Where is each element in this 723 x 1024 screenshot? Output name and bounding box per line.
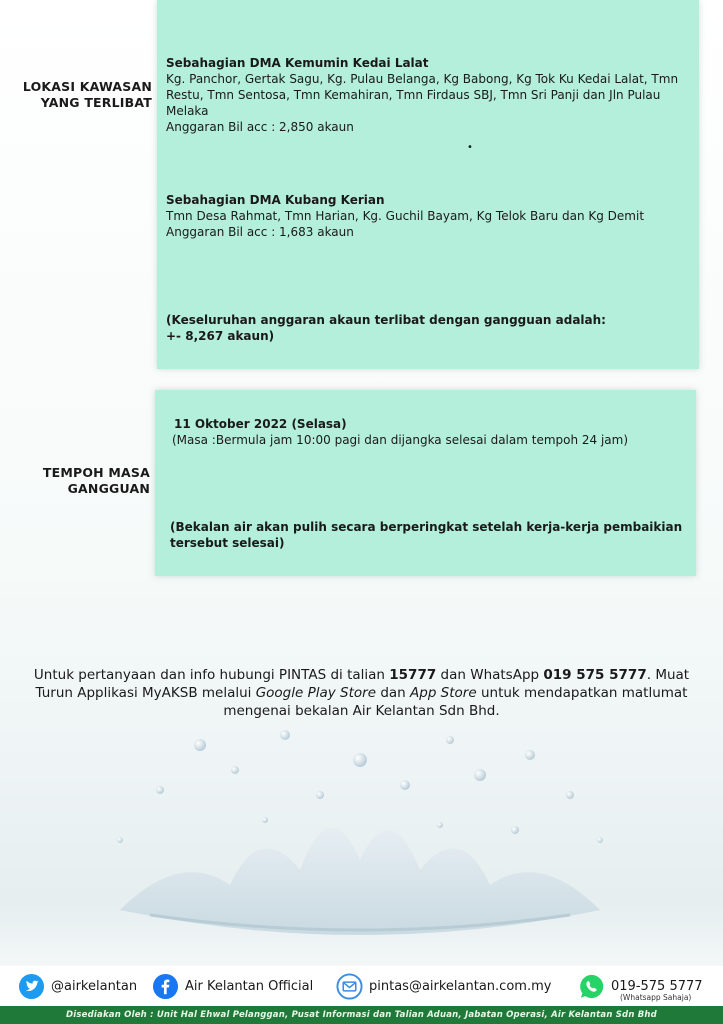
duration-label-line2: GANGGUAN [67, 481, 150, 496]
dma1-count: Anggaran Bil acc : 2,850 akaun [166, 120, 354, 134]
total-accounts-note [166, 312, 646, 344]
disruption-date: 11 Oktober 2022 (Selasa) [174, 417, 347, 431]
dma2-title: Sebahagian DMA Kubang Kerian [166, 193, 385, 207]
twitter-contact[interactable] [18, 972, 137, 1000]
affected-area-label [23, 79, 152, 111]
facebook-page: Air Kelantan Official [185, 978, 314, 994]
app-store-text: App Store [410, 685, 477, 701]
affected-area-label-line2: YANG TERLIBAT [40, 95, 152, 110]
contact-text-5: untuk mendapatkan matlumat mengenai bekalan Air Kelantan Sdn Bhd. [223, 685, 688, 719]
twitter-handle: @airkelantan [51, 978, 138, 994]
whatsapp-number: 019 575 5777 [543, 667, 647, 683]
dma1-areas: Kg. Panchor, Gertak Sagu, Kg. Pulau Belanga, Kg Babong, Kg Tok Ku Kedai Lalat, Tmn Restu, Tmn Sentosa, Tmn Kemahiran, Tmn Firdaus SBJ, Tmn Sri Panji dan Jln Pulau Melaka [166, 72, 679, 118]
google-play-store-text: Google Play Store [255, 685, 377, 701]
whatsapp-number-footer: 019-575 5777 [611, 978, 703, 994]
contact-text-2: dan WhatsApp [436, 667, 544, 683]
dma2-details [166, 208, 696, 240]
email-contact[interactable] [336, 972, 551, 1000]
bullet-dot: • [467, 142, 473, 153]
disruption-time: (Masa :Bermula jam 10:00 pagi dan dijangka selesai dalam tempoh 24 jam) [172, 433, 629, 447]
footer-contact-bar [0, 966, 723, 1006]
contact-text-4: dan [376, 685, 411, 701]
contact-text-3: . Muat Turun Applikasi MyAKSB melalui [35, 667, 690, 701]
total-note-line2: +- 8,267 akaun) [166, 329, 275, 343]
duration-label [43, 465, 150, 497]
twitter-icon [18, 973, 45, 1000]
water-splash-image [60, 700, 660, 960]
dma1-details [166, 71, 696, 135]
whatsapp-only-note: (Whatsapp Sahaja) [620, 993, 692, 1002]
prepared-by-band: Disediakan Oleh : Unit Hal Ehwal Pelanggan, Pusat Informasi dan Talian Aduan, Jabatan Operasi, Air Kelantan Sdn Bhd [0, 1006, 723, 1024]
total-note-line1: (Keseluruhan anggaran akaun terlibat dengan gangguan adalah: [166, 313, 606, 327]
affected-area-label-line1: LOKASI KAWASAN [22, 79, 152, 94]
dma2-count: Anggaran Bil acc : 1,683 akaun [166, 225, 354, 239]
restoration-note: (Bekalan air akan pulih secara berperingkat setelah kerja-kerja pembaikian tersebut selesai) [170, 520, 683, 550]
email-icon [336, 973, 363, 1000]
email-address: pintas@airkelantan.com.my [369, 978, 552, 994]
whatsapp-icon [578, 973, 605, 1000]
facebook-icon [152, 973, 179, 1000]
contact-text-1: Untuk pertanyaan dan info hubungi PINTAS di talian [33, 667, 390, 683]
duration-label-line1: TEMPOH MASA [42, 465, 150, 480]
hotline-number: 15777 [389, 667, 437, 683]
facebook-contact[interactable] [152, 972, 313, 1000]
dma2-areas: Tmn Desa Rahmat, Tmn Harian, Kg. Guchil Bayam, Kg Telok Baru dan Kg Demit [166, 209, 645, 223]
dma1-title: Sebahagian DMA Kemumin Kedai Lalat [166, 56, 429, 70]
